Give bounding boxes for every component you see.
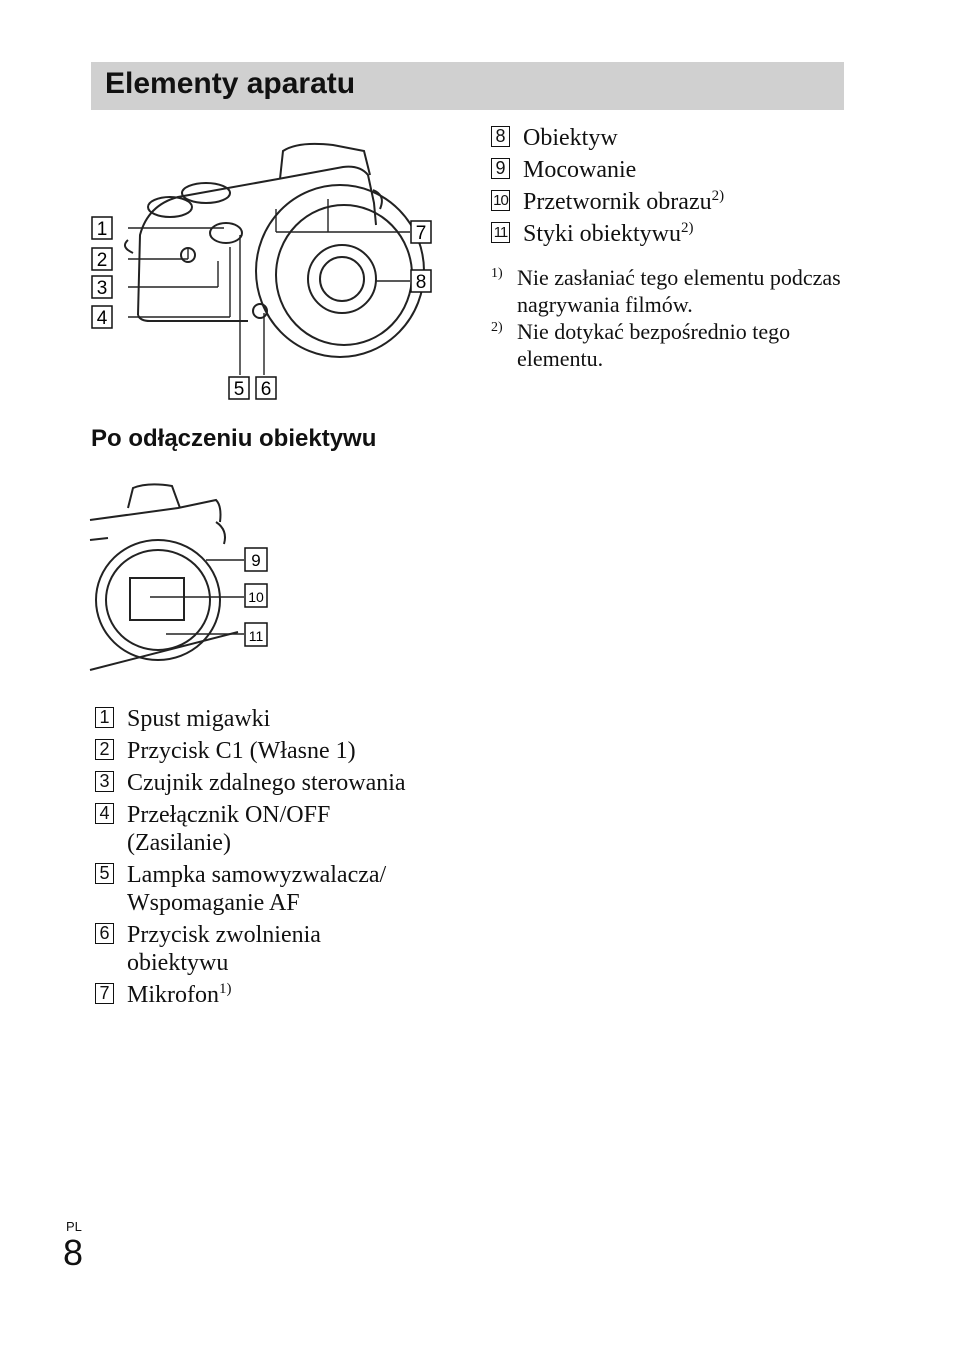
camera-body-figure xyxy=(88,482,278,677)
list-item xyxy=(487,156,847,184)
footnote xyxy=(491,264,851,318)
item-label: Lampka samowyzwalacza/ Wspomaganie AF xyxy=(127,862,387,916)
callout-9: 9 xyxy=(251,551,261,570)
page-number: 8 xyxy=(63,1232,84,1273)
footnote-mark: 1) xyxy=(491,266,503,281)
item-number: 10 xyxy=(491,190,510,211)
list-item xyxy=(487,188,847,216)
list-item xyxy=(91,861,417,917)
callout-8: 8 xyxy=(415,272,427,293)
callout-6: 6 xyxy=(260,379,272,400)
page-title: Elementy aparatu xyxy=(105,67,356,100)
item-label: Mocowanie xyxy=(523,157,637,183)
list-item xyxy=(91,737,451,765)
list-item xyxy=(487,124,847,152)
item-number: 1 xyxy=(95,707,114,728)
item-number: 9 xyxy=(491,158,510,179)
item-label: Przełącznik ON/OFF (Zasilanie) xyxy=(127,802,331,856)
camera-front-figure xyxy=(88,135,448,405)
item-label: Obiektyw xyxy=(523,125,618,151)
list-item xyxy=(91,801,387,857)
list-item xyxy=(91,921,377,977)
list-item xyxy=(91,769,451,797)
item-number: 11 xyxy=(491,222,510,243)
callout-7: 7 xyxy=(415,223,427,244)
item-label: Spust migawki xyxy=(127,706,271,732)
language-code: PL xyxy=(66,1219,82,1234)
item-number: 3 xyxy=(95,771,114,792)
callout-11: 11 xyxy=(248,628,264,644)
list-item xyxy=(91,705,451,733)
item-label: Przycisk zwolnienia obiektywu xyxy=(127,922,321,976)
item-number: 7 xyxy=(95,983,114,1004)
callout-1: 1 xyxy=(96,219,108,240)
item-number: 2 xyxy=(95,739,114,760)
footnote-text: Nie zasłaniać tego elementu podczas nagrywania filmów. xyxy=(517,265,841,317)
item-label: Czujnik zdalnego sterowania xyxy=(127,770,406,796)
right-parts-list xyxy=(487,124,847,252)
item-label: Styki obiektywu xyxy=(523,221,682,247)
item-label: Przycisk C1 (Własne 1) xyxy=(127,738,356,764)
footnote-ref: 2) xyxy=(681,220,694,236)
footnote-ref: 1) xyxy=(219,981,232,997)
item-number: 8 xyxy=(491,126,510,147)
section-title-bar xyxy=(91,62,844,110)
callout-10: 10 xyxy=(248,589,264,605)
item-number: 5 xyxy=(95,863,114,884)
item-number: 4 xyxy=(95,803,114,824)
footnote-ref: 2) xyxy=(711,188,725,204)
callout-4: 4 xyxy=(96,308,108,329)
list-item xyxy=(91,981,451,1009)
item-label: Mikrofon xyxy=(127,982,219,1008)
callout-5: 5 xyxy=(233,379,245,400)
footnote-text: Nie dotykać bezpośrednio tego elementu. xyxy=(517,319,791,371)
footnote-mark: 2) xyxy=(491,320,503,335)
callout-3: 3 xyxy=(96,278,108,299)
left-parts-list xyxy=(91,705,451,1013)
list-item xyxy=(487,220,847,248)
footnote xyxy=(491,318,851,372)
item-label: Przetwornik obrazu xyxy=(523,189,712,215)
footnotes xyxy=(491,264,851,372)
section-subtitle: Po odłączeniu obiektywu xyxy=(91,425,377,452)
callout-2: 2 xyxy=(96,250,108,271)
item-number: 6 xyxy=(95,923,114,944)
